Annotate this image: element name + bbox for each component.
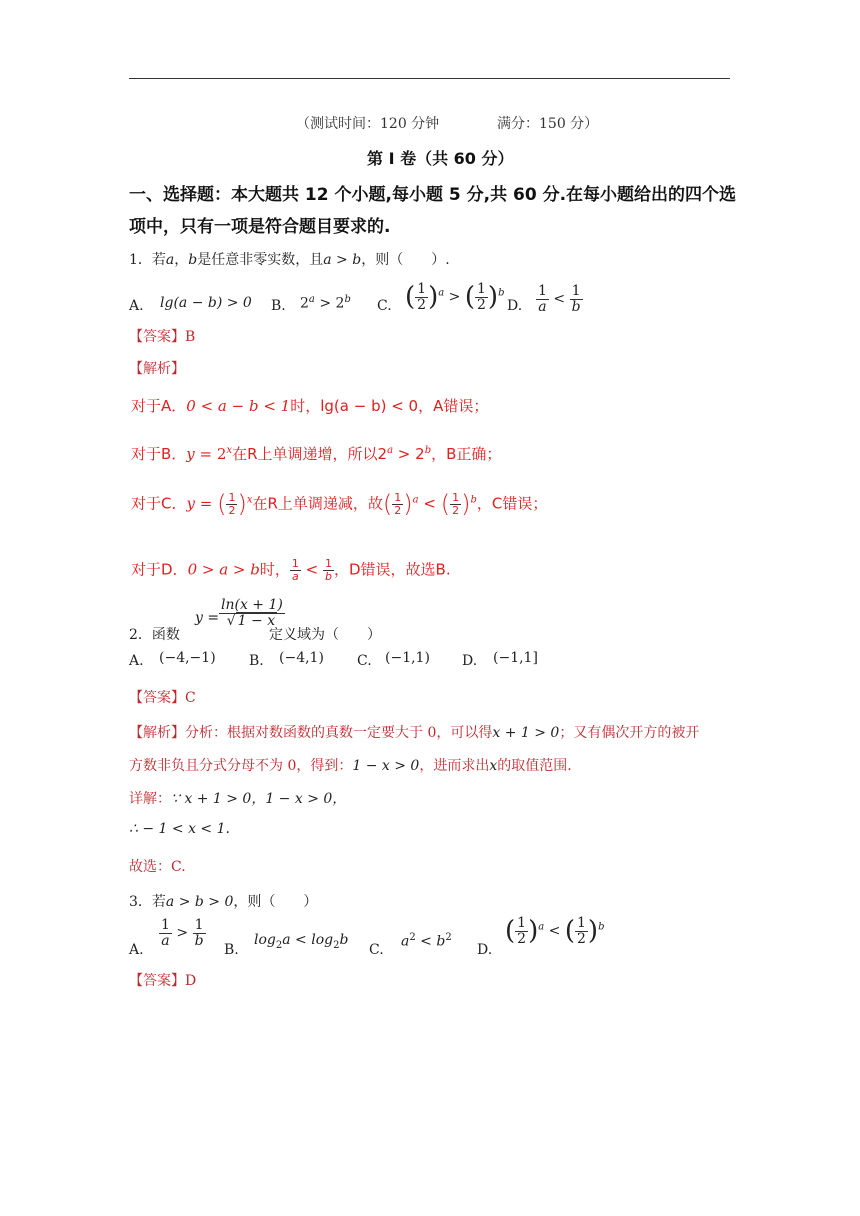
option-c-label: C.	[377, 298, 392, 314]
option-c-expr: $a^2 < b^2$	[401, 932, 452, 950]
header-rule	[129, 78, 730, 79]
option-b-label: B.	[224, 942, 239, 958]
option-a-label: A.	[129, 653, 144, 669]
option-a-expr: $\frac{1}{a}$ > $\frac{1}{b}$	[161, 917, 204, 949]
option-b-value: (−4,1)	[279, 650, 324, 666]
question-2-answer: 【答案】C	[129, 690, 196, 706]
option-c-label: C.	[369, 942, 384, 958]
question-1-number: 1．若	[129, 252, 166, 268]
option-d-label: D.	[462, 653, 478, 669]
option-c-value: (−1,1)	[385, 650, 430, 666]
explanation-d: 对于D．0 > a > b时， $\frac{1}{a}$ < $\frac{1}{b}$ ，D错误，故选B.	[131, 557, 451, 583]
question-2-therefore: ∴ − 1 < x < 1.	[129, 821, 230, 837]
question-1-analysis-label: 【解析】	[129, 361, 185, 377]
section-heading-line2: 项中，只有一项是符合题目要求的.	[129, 217, 391, 237]
question-2-analysis-line1: 【解析】分析：根据对数函数的真数一定要大于 0，可以得x + 1 > 0；又有偶次开方的被开	[129, 725, 700, 741]
volume-title: 第 I 卷（共 60 分）	[367, 149, 514, 168]
question-2-number: 2．函数	[129, 627, 180, 643]
full-score: 满分：150 分）	[497, 116, 599, 132]
explanation-a: 对于A．0 < a − b < 1时，lg(a − b) < 0，A错误；	[131, 397, 489, 415]
question-1-answer: 【答案】B	[129, 329, 196, 345]
option-b-label: B.	[249, 653, 264, 669]
option-b-label: B.	[271, 298, 286, 314]
section-heading-line1: 一、选择题：本大题共 12 个小题,每小题 5 分,共 60 分.在每小题给出的四个选	[129, 185, 737, 205]
question-3-number: 3．若	[129, 894, 166, 910]
question-3-answer: 【答案】D	[129, 973, 197, 989]
question-2-analysis-line2: 方数非负且分式分母不为 0，得到：1 − x > 0，进而求出x的取值范围.	[129, 758, 572, 774]
option-d-expr: ( $\frac{1}{2}$ )$^a$ < ( $\frac{1}{2}$ )$^b$	[505, 915, 605, 947]
option-a-label: A.	[129, 298, 144, 314]
question-1-stem: 1．若a，b是任意非零实数，且a > b，则（ ）.	[129, 252, 450, 268]
option-c-label: C.	[357, 653, 372, 669]
explanation-c: 对于C．y = ( $\frac{1}{2}$ )$^x$在R上单调递减，故( $\frac{1}{2}$ )$^a$ < ( $\frac{1}{2}$ )$^b$，C错误；	[131, 490, 548, 518]
option-a-value: (−4,−1)	[159, 650, 216, 666]
option-d-value: (−1,1]	[493, 650, 538, 666]
question-2-choose: 故选：C.	[129, 859, 186, 875]
option-a-label: A.	[129, 942, 144, 958]
option-d-label: D.	[477, 942, 493, 958]
option-b-expr: $2^a > 2^b$	[300, 294, 351, 312]
question-3-stem: 3．若a > b > 0，则（ ）	[129, 894, 318, 910]
option-c-expr: ( $\frac{1}{2}$ )$^a$ > ( $\frac{1}{2}$ )$^b$	[405, 281, 505, 313]
explanation-b: 对于B．$y = 2^x$在R上单调递增，所以$2^a > 2^b$，B正确；	[131, 445, 502, 463]
test-time: （测试时间：120 分钟	[296, 116, 440, 132]
option-a-expr: lg(a − b) > 0	[160, 295, 252, 311]
question-2-detail: 详解：∵ x + 1 > 0，1 − x > 0，	[129, 791, 347, 807]
option-b-expr: $\log_2a < \log_2b$	[254, 932, 349, 951]
option-d-label: D.	[507, 298, 523, 314]
option-d-expr: $\frac{1}{a}$ < $\frac{1}{b}$	[538, 283, 581, 315]
